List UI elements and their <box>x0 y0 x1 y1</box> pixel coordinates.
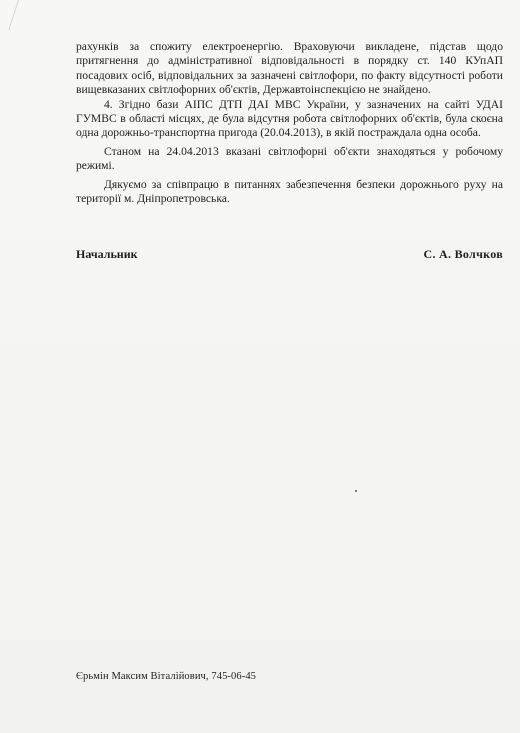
paragraph-continuation: рахунків за спожиту електроенергію. Враховуючи викладене, підстав щодо притягнення до адміністративної відповідальності в порядку ст. 140 КУпАП посадових осіб, відповідальних за зазначені світлофори, по факту відсутності роботи вищевказаних світлофорних об'єктів, Державтоінспекцією не знайдено. <box>76 40 503 97</box>
scan-speck <box>355 490 357 492</box>
signature-block <box>76 247 503 265</box>
executor-contact: Єрьмін Максим Віталійович, 745-06-45 <box>76 671 257 682</box>
letter-body <box>76 40 503 206</box>
scan-corner-mark <box>0 0 19 30</box>
signatory-title: Начальник <box>76 247 138 261</box>
paragraph-status: Станом на 24.04.2013 вказані світлофорні об'єкти знаходяться у робочому режимі. <box>76 144 503 173</box>
paragraph-accident-info: 4. Згідно бази АІПС ДТП ДАІ МВС України, у зазначених на сайті УДАІ ГУМВС в області місцях, де була відсутня робота світлофорних об'єктів, була скоєна одна дорожньо-транспортна пригода (20.04.2013), в якій постраждала одна особа. <box>76 97 503 140</box>
paragraph-thanks: Дякуємо за співпрацю в питаннях забезпечення безпеки дорожнього руху на території м. Дніпропетровська. <box>76 177 503 206</box>
signatory-name: С. А. Волчков <box>423 247 503 261</box>
